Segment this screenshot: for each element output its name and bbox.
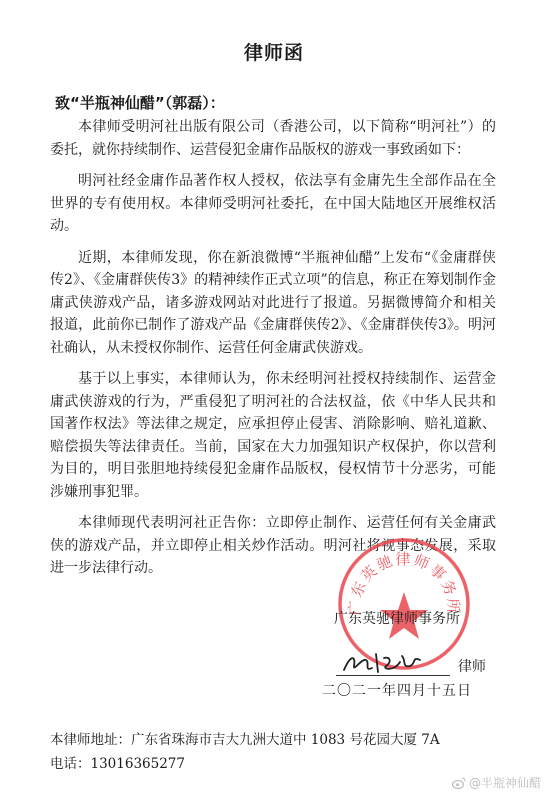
watermark-text: @半瓶神仙醋 — [469, 776, 542, 790]
footer-address: 本律师地址：广东省珠海市吉大九洲大道中 1083 号花园大厦 7A — [50, 732, 440, 748]
svg-text:广东英驰律师事务所: 广东英驰律师事务所 — [345, 550, 463, 616]
paragraph-1: 本律师受明河社出版有限公司（香港公司，以下简称“明河社”）的委托，就你持续制作、运营侵犯金庸作品版权的游戏一事致函如下： — [50, 119, 496, 158]
footer-phone: 电话：13016365277 — [50, 756, 185, 772]
paragraph-2: 明河社经金庸作品著作权人授权，依法享有金庸先生全部作品在全世界的专有使用权。本律师受明河社委托，在中国大陆地区开展维权活动。 — [50, 173, 496, 234]
letter-body — [50, 116, 496, 589]
lawyer-label: 律师 — [458, 659, 486, 675]
weibo-logo-icon — [452, 777, 466, 789]
handwritten-signature — [340, 648, 450, 678]
paragraph-5: 本律师现代表明河社正告你：立即停止制作、运营任何有关金庸武侠的游戏产品，并立即停止相关炒作活动。明河社将视事态发展，采取进一步法律行动。 — [50, 515, 496, 576]
weibo-watermark — [452, 774, 541, 791]
paragraph-3: 近期，本律师发现，你在新浪微博“半瓶神仙醋”上发布“《金庸群侠传2》、《金庸群侠传3》的精神续作正式立项”的信息，称正在筹划制作金庸武侠游戏产品，诸多游戏网站对此进行了报道。另据微博简介和相关报道，此前你已制作了游戏产品《金庸群侠传2》、《金庸群侠传3》。明河社确认，从未授权你制作、运营任何金庸武侠游戏。 — [50, 249, 496, 356]
salutation: 致“半瓶神仙醋”（郭磊）： — [55, 94, 225, 112]
lawyer-signature-line — [300, 656, 500, 680]
firm-name: 广东英驰律师事务所 — [334, 611, 460, 627]
signature-underline — [336, 675, 450, 676]
letter-date: 二〇二一年四月十五日 — [322, 683, 472, 699]
paragraph-4: 基于以上事实，本律师认为，你未经明河社授权持续制作、运营金庸武侠游戏的行为，严重侵犯了明河社的合法权益，依《中华人民共和国著作权法》等法律之规定，应承担停止侵害、消除影响、赔礼道歉、赔偿损失等法律责任。当前，国家在大力加强知识产权保护，你以营利为目的，明目张胆地持续侵犯金庸作品版权，侵权情节十分恶劣，可能涉嫌刑事犯罪。 — [50, 371, 496, 500]
letter-title: 律师函 — [243, 42, 304, 64]
